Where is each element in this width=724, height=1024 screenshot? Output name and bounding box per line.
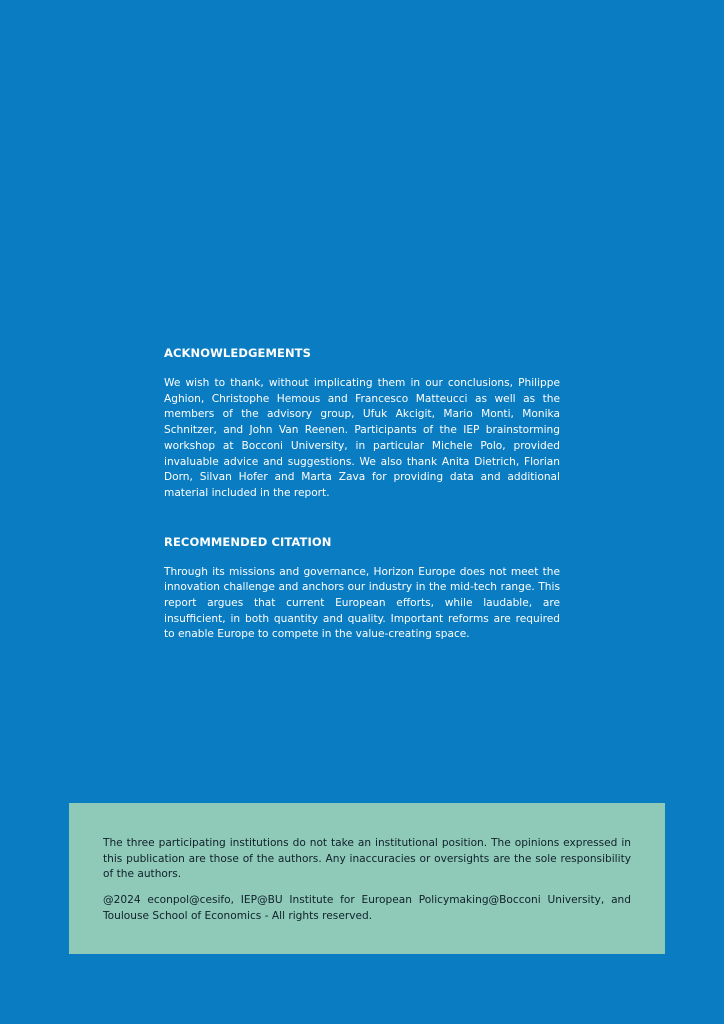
disclaimer-box [69,803,665,954]
main-content [164,346,560,643]
citation-heading: RECOMMENDED CITATION [164,534,332,549]
acknowledgements-heading: ACKNOWLEDGEMENTS [164,346,312,360]
citation-text: Through its missions and governance, Horizon Europe does not meet the innovation challenge and anchors our industry in the mid-tech range. This report argues that current European efforts, while laudable, are insufficient, in both quantity and quality. Important reforms are required to enable Europe to compete in the value-creating space. [164,565,560,641]
acknowledgements-text: We wish to thank, without implicating them in our conclusions, Philippe Aghion, Christophe Hemous and Francesco Matteucci as well as the members of the advisory group, Ufuk Akcigit, Mario Monti, Monika Schnitzer, and John Van Reenen. Participants of the IEP brainstorming workshop at Bocconi University, in particular Michele Polo, provided invaluable advice and suggestions. We also thank Anita Dietrich, Florian Dorn, Silvan Hofer and Marta Zava for providing data and additional material included in the report. [164,377,560,499]
acknowledgements-section [164,346,560,502]
disclaimer-content [103,836,631,925]
copyright-text: @2024 econpol@cesifo, IEP@BU Institute for European Policymaking@Bocconi University, and Toulouse School of Economics - All rights reserved. [103,894,631,922]
citation-section [164,535,560,644]
disclaimer-text: The three participating institutions do not take an institutional position. The opinions expressed in this publication are those of the authors. Any inaccuracies or oversights are the sole responsibility of the authors. [103,837,631,881]
